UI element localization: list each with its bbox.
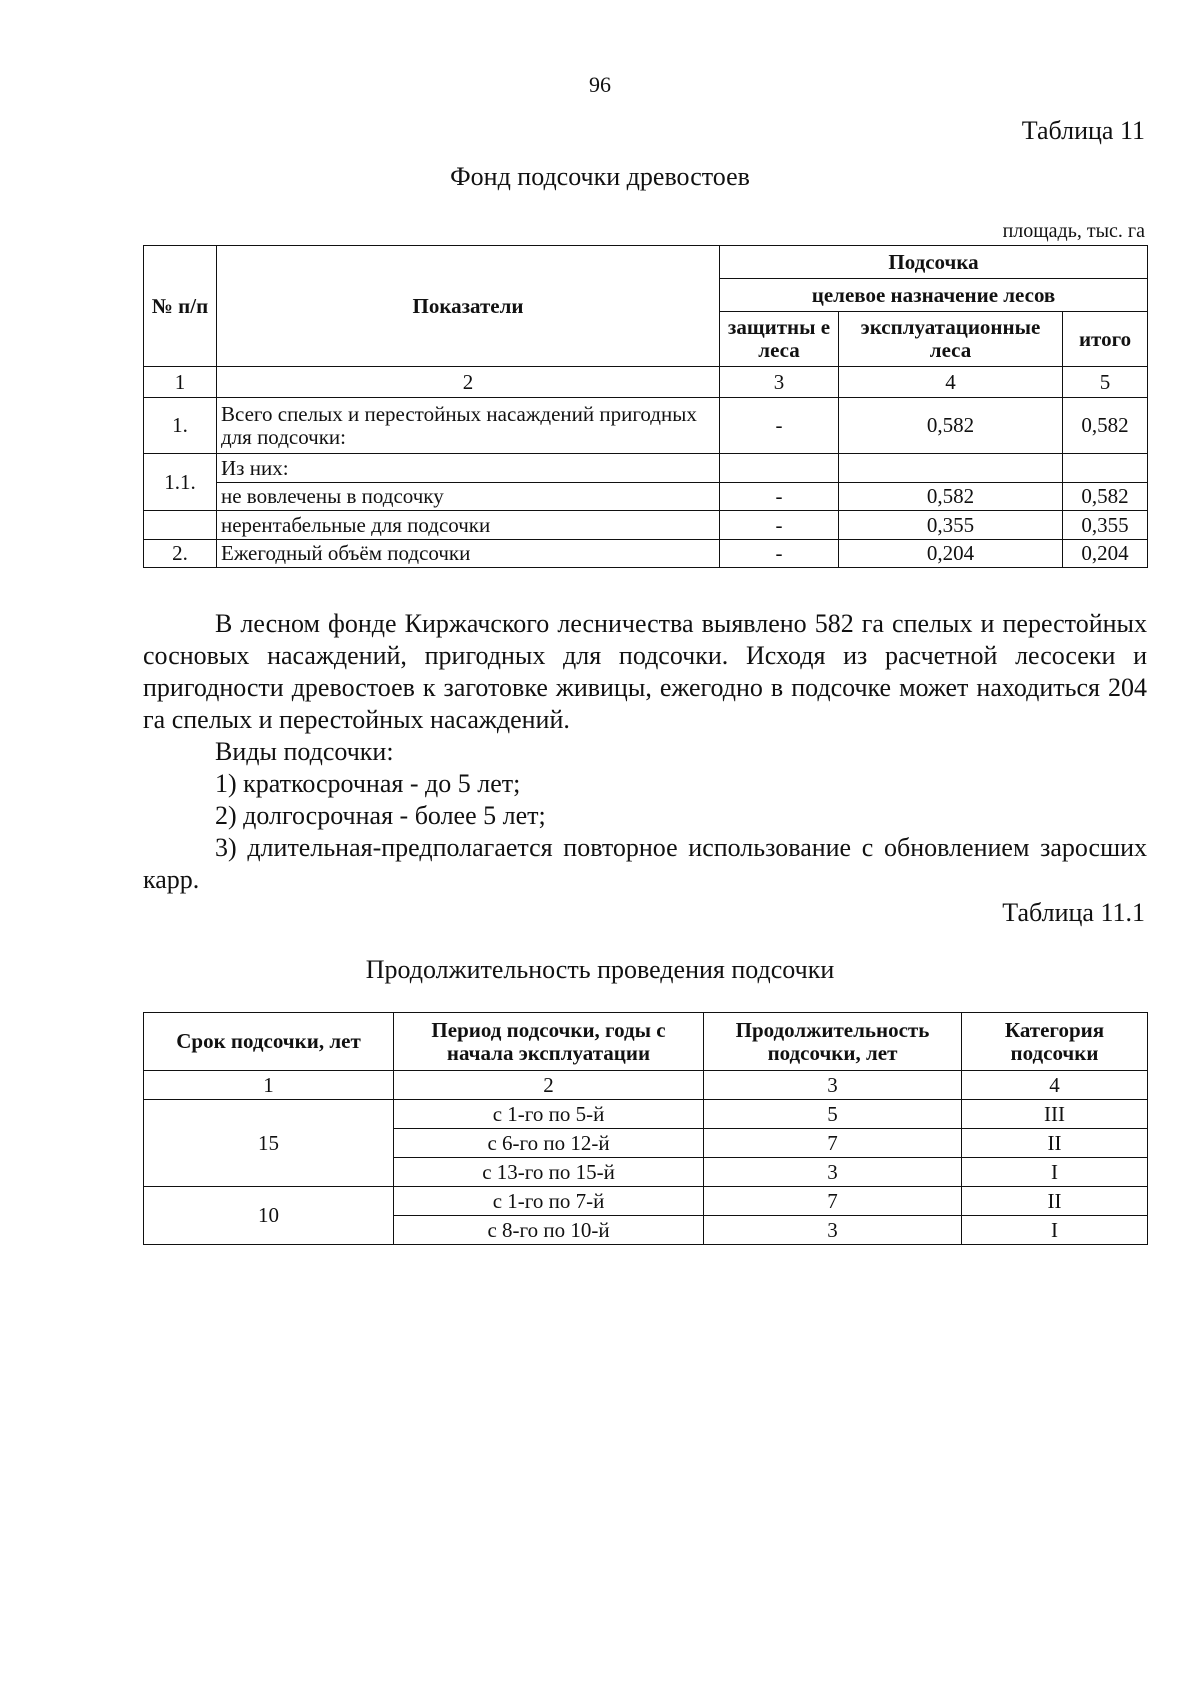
row-period: с 8-го по 10-й <box>394 1216 704 1245</box>
row-num <box>144 511 217 540</box>
row-duration: 3 <box>704 1158 962 1187</box>
types-heading: Виды подсочки: <box>215 737 394 766</box>
row-duration: 7 <box>704 1187 962 1216</box>
col-number: 2 <box>217 367 720 398</box>
col-number: 3 <box>704 1071 962 1100</box>
col-number: 3 <box>720 367 839 398</box>
row-name: не вовлечены в подсочку <box>217 483 720 511</box>
row-num: 1. <box>144 398 217 454</box>
header-purpose: целевое назначение лесов <box>720 279 1148 312</box>
header-protective: защитны е леса <box>720 312 839 367</box>
row-num: 2. <box>144 540 217 568</box>
table-row <box>144 1187 1148 1216</box>
table-11-title: Фонд подсочки древостоев <box>450 162 750 191</box>
row-protective: - <box>720 511 839 540</box>
row-exploitation: 0,582 <box>839 398 1063 454</box>
row-name: Ежегодный объём подсочки <box>217 540 720 568</box>
table-row <box>144 511 1148 540</box>
row-period: с 6-го по 12-й <box>394 1129 704 1158</box>
row-total: 0,582 <box>1063 398 1148 454</box>
body-text <box>143 608 1147 896</box>
table-11-1 <box>143 1012 1148 1245</box>
page-number: 96 <box>589 72 611 97</box>
table-11-label: Таблица 11 <box>1021 116 1145 145</box>
row-name: нерентабельные для подсочки <box>217 511 720 540</box>
row-protective: - <box>720 540 839 568</box>
col-number: 2 <box>394 1071 704 1100</box>
table-row <box>144 398 1148 454</box>
col-number: 5 <box>1063 367 1148 398</box>
table-row <box>144 1100 1148 1129</box>
col-number: 4 <box>962 1071 1148 1100</box>
row-exploitation <box>839 454 1063 483</box>
row-name: Из них: <box>217 454 720 483</box>
table-row <box>144 483 1148 511</box>
row-period: с 1-го по 5-й <box>394 1100 704 1129</box>
table-11-1-label: Таблица 11.1 <box>1002 898 1145 927</box>
row-num: 1.1. <box>144 454 217 511</box>
row-term: 15 <box>144 1100 394 1187</box>
header-tapping: Подсочка <box>720 246 1148 279</box>
row-period: с 13-го по 15-й <box>394 1158 704 1187</box>
row-total: 0,355 <box>1063 511 1148 540</box>
row-period: с 1-го по 7-й <box>394 1187 704 1216</box>
row-term: 10 <box>144 1187 394 1245</box>
table-11-units: площадь, тыс. га <box>1002 220 1145 242</box>
row-total: 0,582 <box>1063 483 1148 511</box>
list-item: 3) длительная-предполагается повторное использование с обновлением заросших карр. <box>143 833 1147 894</box>
row-exploitation: 0,582 <box>839 483 1063 511</box>
header-duration: Продолжительность подсочки, лет <box>704 1013 962 1071</box>
header-exploitation: эксплуатационные леса <box>839 312 1063 367</box>
body-paragraph: В лесном фонде Киржачского лесничества выявлено 582 га спелых и перестойных сосновых насаждений, пригодных для подсочки. Исходя из расчетной лесосеки и пригодности древостоев к заготовке живицы, ежегодно в подсочке может находиться 204 га спелых и перестойных насаждений. <box>143 609 1147 734</box>
row-duration: 3 <box>704 1216 962 1245</box>
row-exploitation: 0,204 <box>839 540 1063 568</box>
table-11-1-title: Продолжительность проведения подсочки <box>365 955 835 984</box>
row-protective: - <box>720 398 839 454</box>
row-category: III <box>962 1100 1148 1129</box>
row-exploitation: 0,355 <box>839 511 1063 540</box>
header-indicators: Показатели <box>217 246 720 367</box>
row-protective <box>720 454 839 483</box>
header-period: Период подсочки, годы с начала эксплуатации <box>394 1013 704 1071</box>
table-row <box>144 454 1148 483</box>
list-item: 1) краткосрочная - до 5 лет; <box>215 769 521 798</box>
col-number: 4 <box>839 367 1063 398</box>
row-protective: - <box>720 483 839 511</box>
row-total <box>1063 454 1148 483</box>
header-term: Срок подсочки, лет <box>144 1013 394 1071</box>
row-category: I <box>962 1216 1148 1245</box>
table-row <box>144 540 1148 568</box>
row-total: 0,204 <box>1063 540 1148 568</box>
header-total: итого <box>1063 312 1148 367</box>
row-category: II <box>962 1187 1148 1216</box>
header-num: № п/п <box>144 246 217 367</box>
list-item: 2) долгосрочная - более 5 лет; <box>215 801 546 830</box>
row-category: II <box>962 1129 1148 1158</box>
header-category: Категория подсочки <box>962 1013 1148 1071</box>
col-number: 1 <box>144 1071 394 1100</box>
table-11 <box>143 245 1148 568</box>
row-duration: 7 <box>704 1129 962 1158</box>
col-number: 1 <box>144 367 217 398</box>
row-name: Всего спелых и перестойных насаждений пригодных для подсочки: <box>217 398 720 454</box>
row-category: I <box>962 1158 1148 1187</box>
row-duration: 5 <box>704 1100 962 1129</box>
